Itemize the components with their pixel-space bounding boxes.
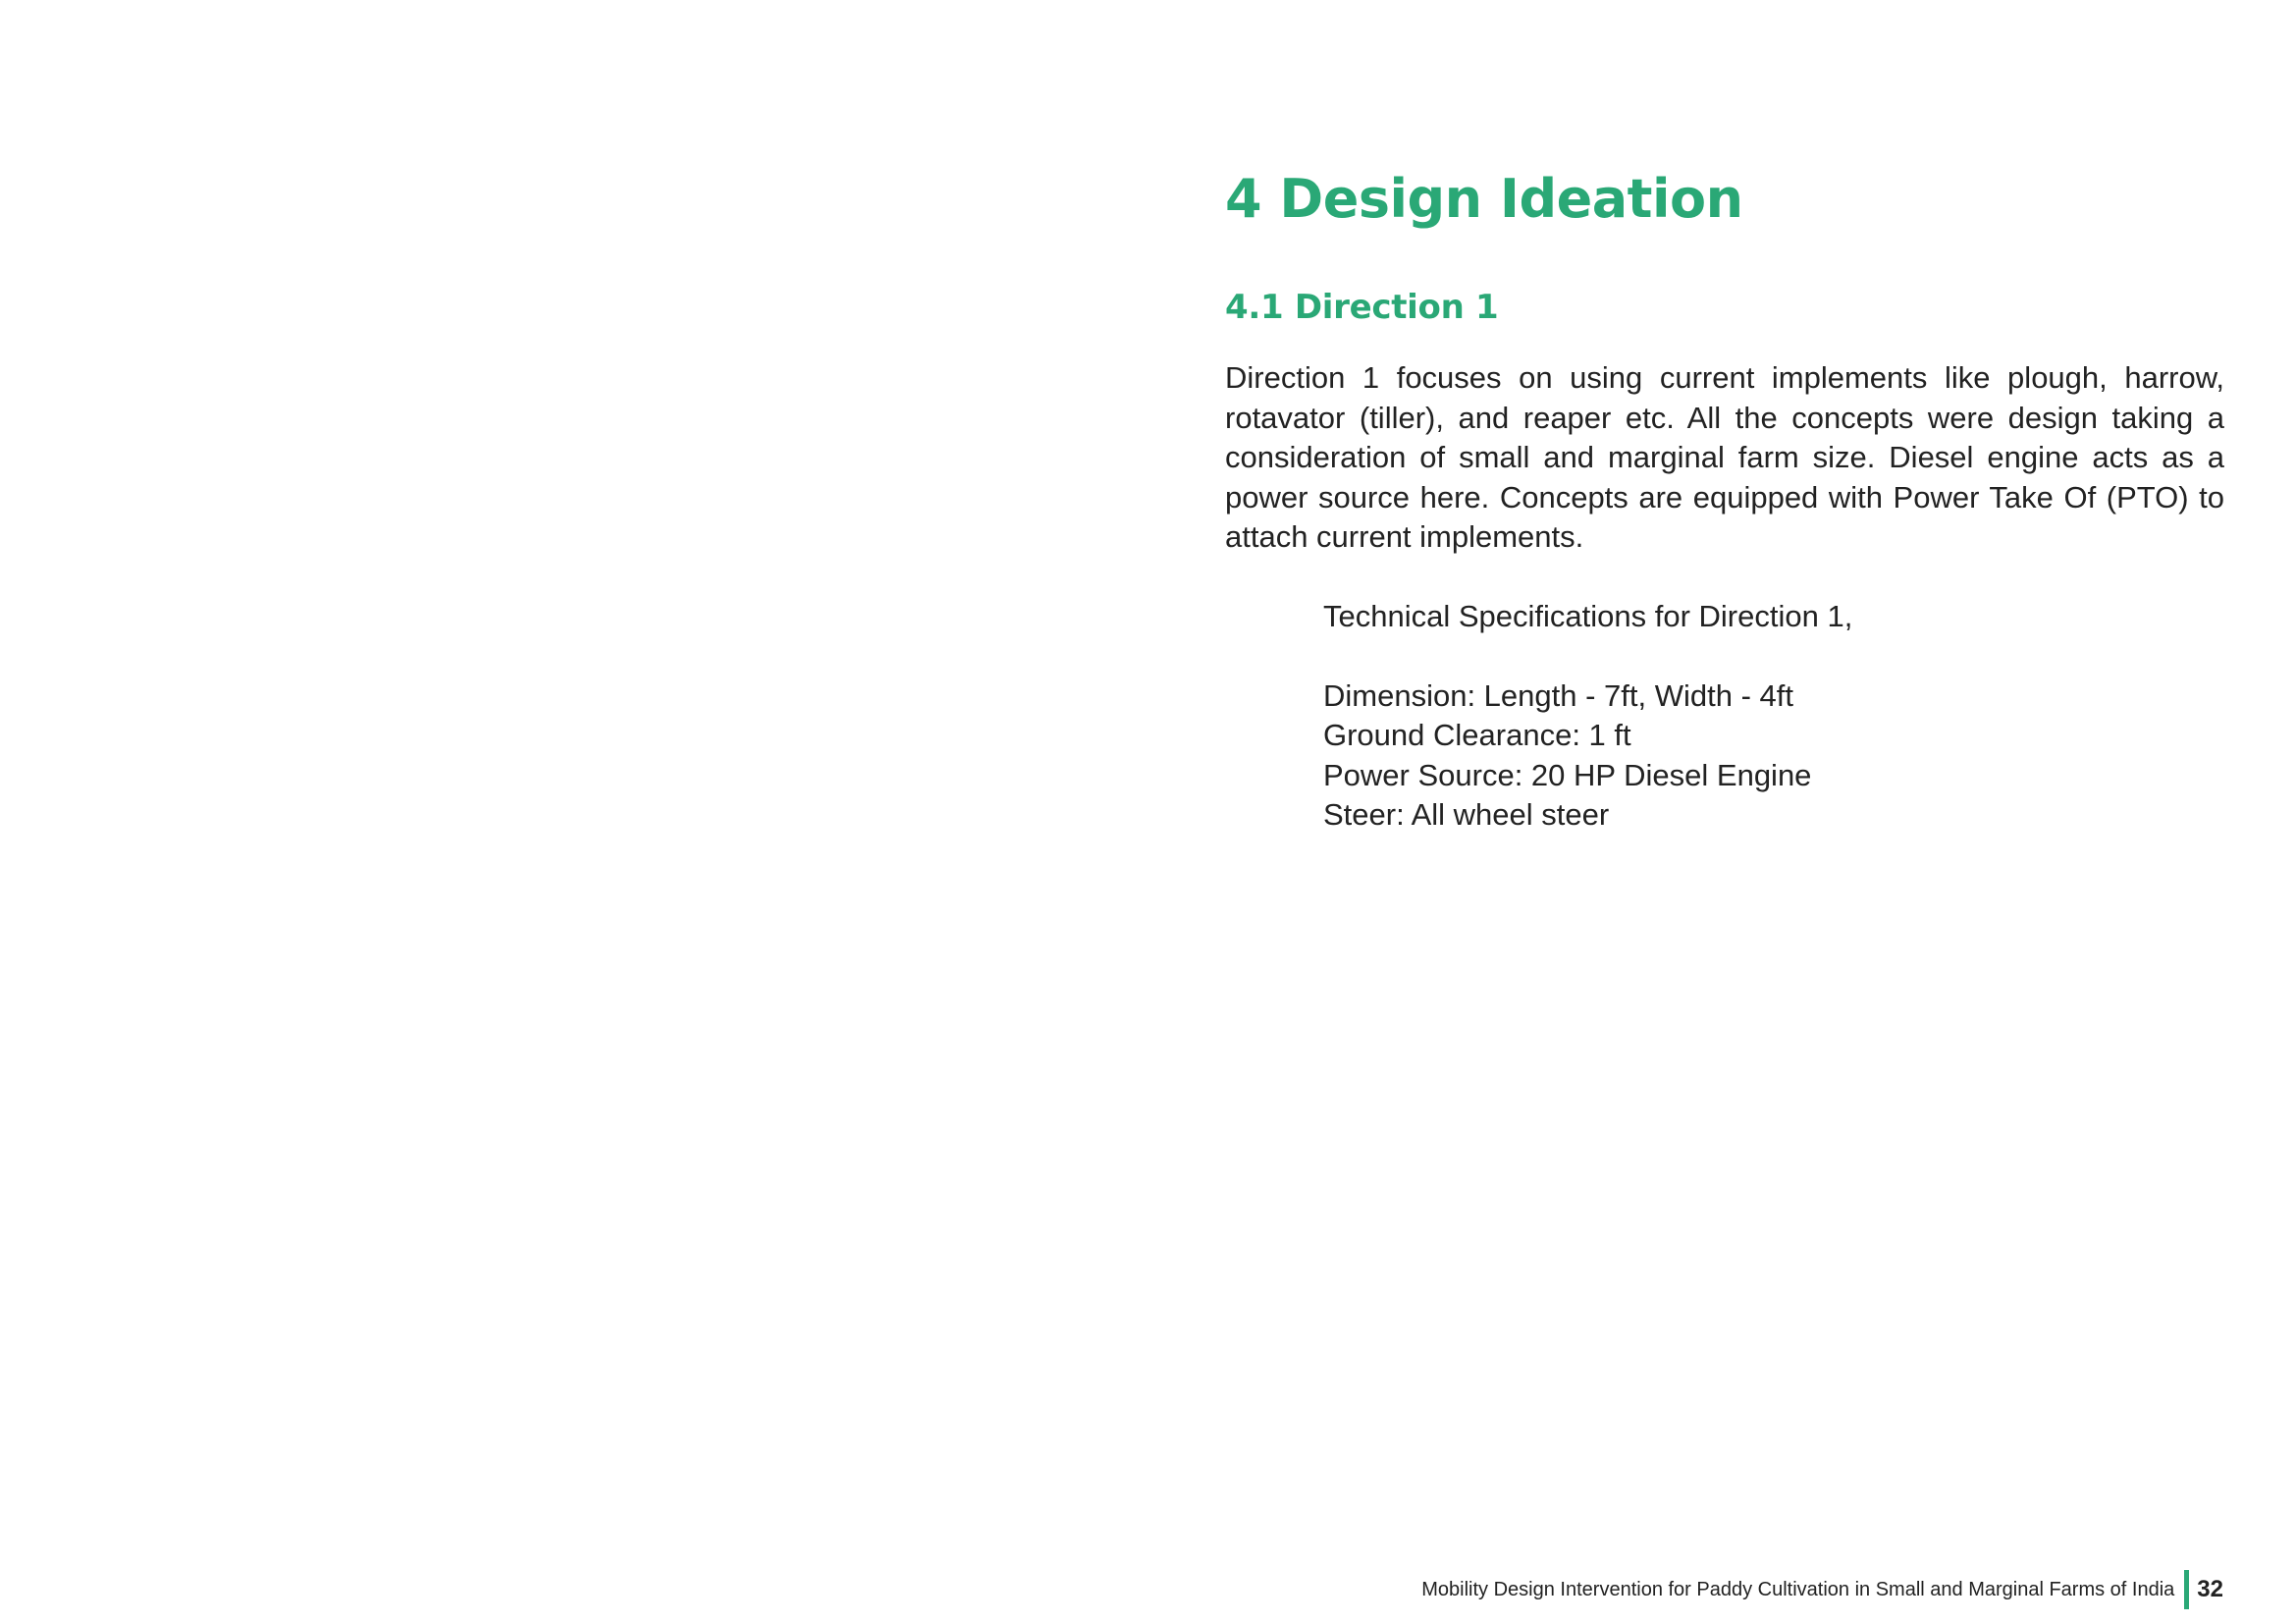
spec-item-power-source: Power Source: 20 HP Diesel Engine [1323, 757, 1812, 792]
section-title: 4.1 Direction 1 [1225, 288, 1499, 327]
technical-specifications [1323, 597, 2224, 836]
spec-item-dimension: Dimension: Length - 7ft, Width - 4ft [1323, 677, 1793, 713]
footer-document-title: Mobility Design Intervention for Paddy Cultivation in Small and Marginal Farms of India [1421, 1578, 2175, 1600]
specs-intro: Technical Specifications for Direction 1, [1323, 598, 1853, 633]
page-content [1225, 157, 2224, 836]
spec-item-ground-clearance: Ground Clearance: 1 ft [1323, 718, 1631, 752]
footer-divider-bar [2184, 1570, 2189, 1609]
spec-item-steer: Steer: All wheel steer [1323, 797, 1610, 832]
page-number: 32 [2197, 1576, 2223, 1602]
section-body-paragraph: Direction 1 focuses on using current implements like plough, harrow, rotavator (tiller), and reaper etc. All the concepts were design taking a consideration of small and marginal farm size. Diesel engine acts as a power source here. Concepts are equipped with Power Take Of (PTO) to attach current implements. [1225, 360, 2224, 554]
page-footer [1421, 1569, 2223, 1610]
chapter-title: 4 Design Ideation [1225, 168, 1743, 230]
spec-list [1323, 677, 2224, 836]
